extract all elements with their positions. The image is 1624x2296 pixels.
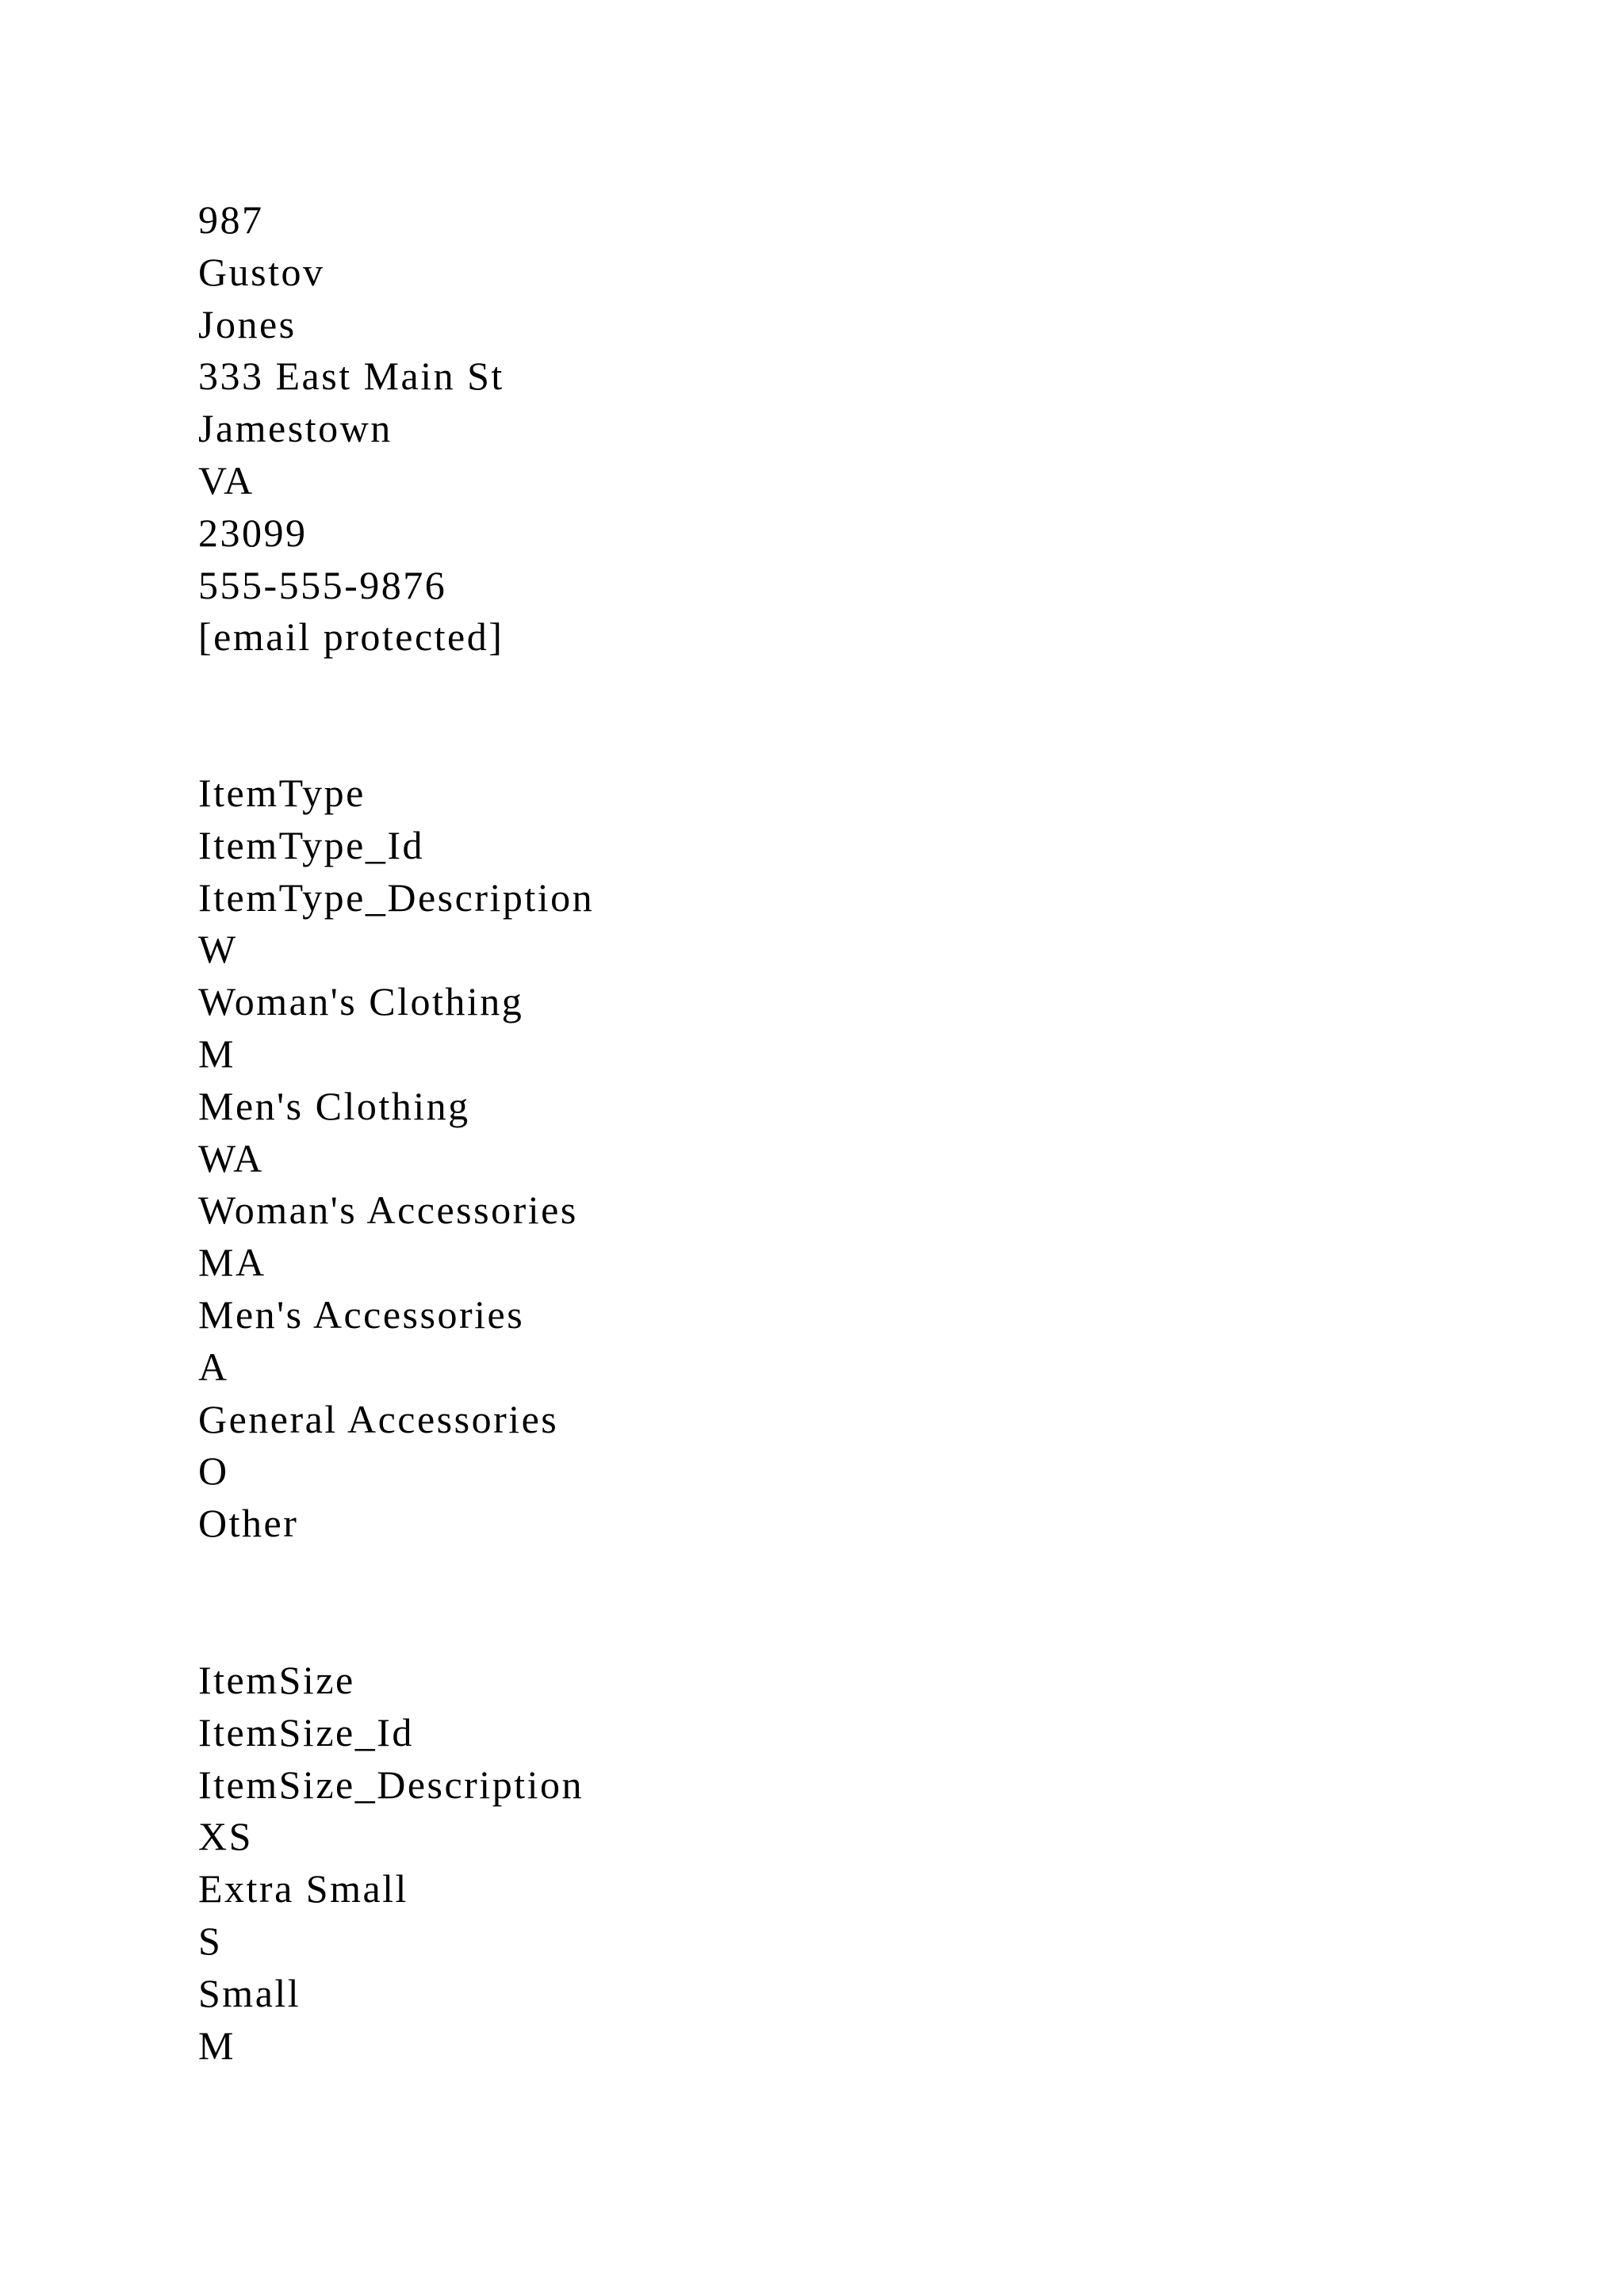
row-description: Men's Accessories xyxy=(198,1292,525,1337)
customer-phone: 555-555-9876 xyxy=(198,562,447,607)
row-id: A xyxy=(198,1344,229,1389)
itemtype-table-block xyxy=(198,767,594,1550)
customer-state: VA xyxy=(198,457,255,503)
customer-zip: 23099 xyxy=(198,510,308,555)
row-description: Small xyxy=(198,1970,301,2015)
column-header: ItemType_Id xyxy=(198,822,425,867)
column-header: ItemType_Description xyxy=(198,874,595,920)
customer-last-name: Jones xyxy=(198,301,297,346)
table-title: ItemSize xyxy=(198,1658,355,1702)
customer-first-name: Gustov xyxy=(198,249,325,294)
row-id: MA xyxy=(198,1240,266,1285)
customer-email: [email protected] xyxy=(198,614,504,660)
customer-record-block xyxy=(198,194,504,664)
row-id: WA xyxy=(198,1135,264,1181)
table-title: ItemType xyxy=(198,771,366,815)
row-description: Men's Clothing xyxy=(198,1083,470,1128)
row-id: XS xyxy=(198,1814,253,1859)
row-description: Other xyxy=(198,1501,299,1546)
row-description: Woman's Accessories xyxy=(198,1188,578,1233)
itemsize-table-block xyxy=(198,1655,584,2072)
customer-id: 987 xyxy=(198,197,264,242)
customer-street: 333 East Main St xyxy=(198,354,504,399)
customer-city: Jamestown xyxy=(198,406,393,451)
row-id: M xyxy=(198,2022,236,2068)
row-description: Woman's Clothing xyxy=(198,979,524,1024)
row-description: Extra Small xyxy=(198,1866,408,1911)
column-header: ItemSize_Description xyxy=(198,1762,584,1807)
row-id: W xyxy=(198,927,238,972)
row-id: S xyxy=(198,1918,223,1963)
column-header: ItemSize_Id xyxy=(198,1709,414,1755)
row-id: O xyxy=(198,1448,229,1494)
row-id: M xyxy=(198,1031,236,1076)
row-description: General Accessories xyxy=(198,1396,559,1441)
